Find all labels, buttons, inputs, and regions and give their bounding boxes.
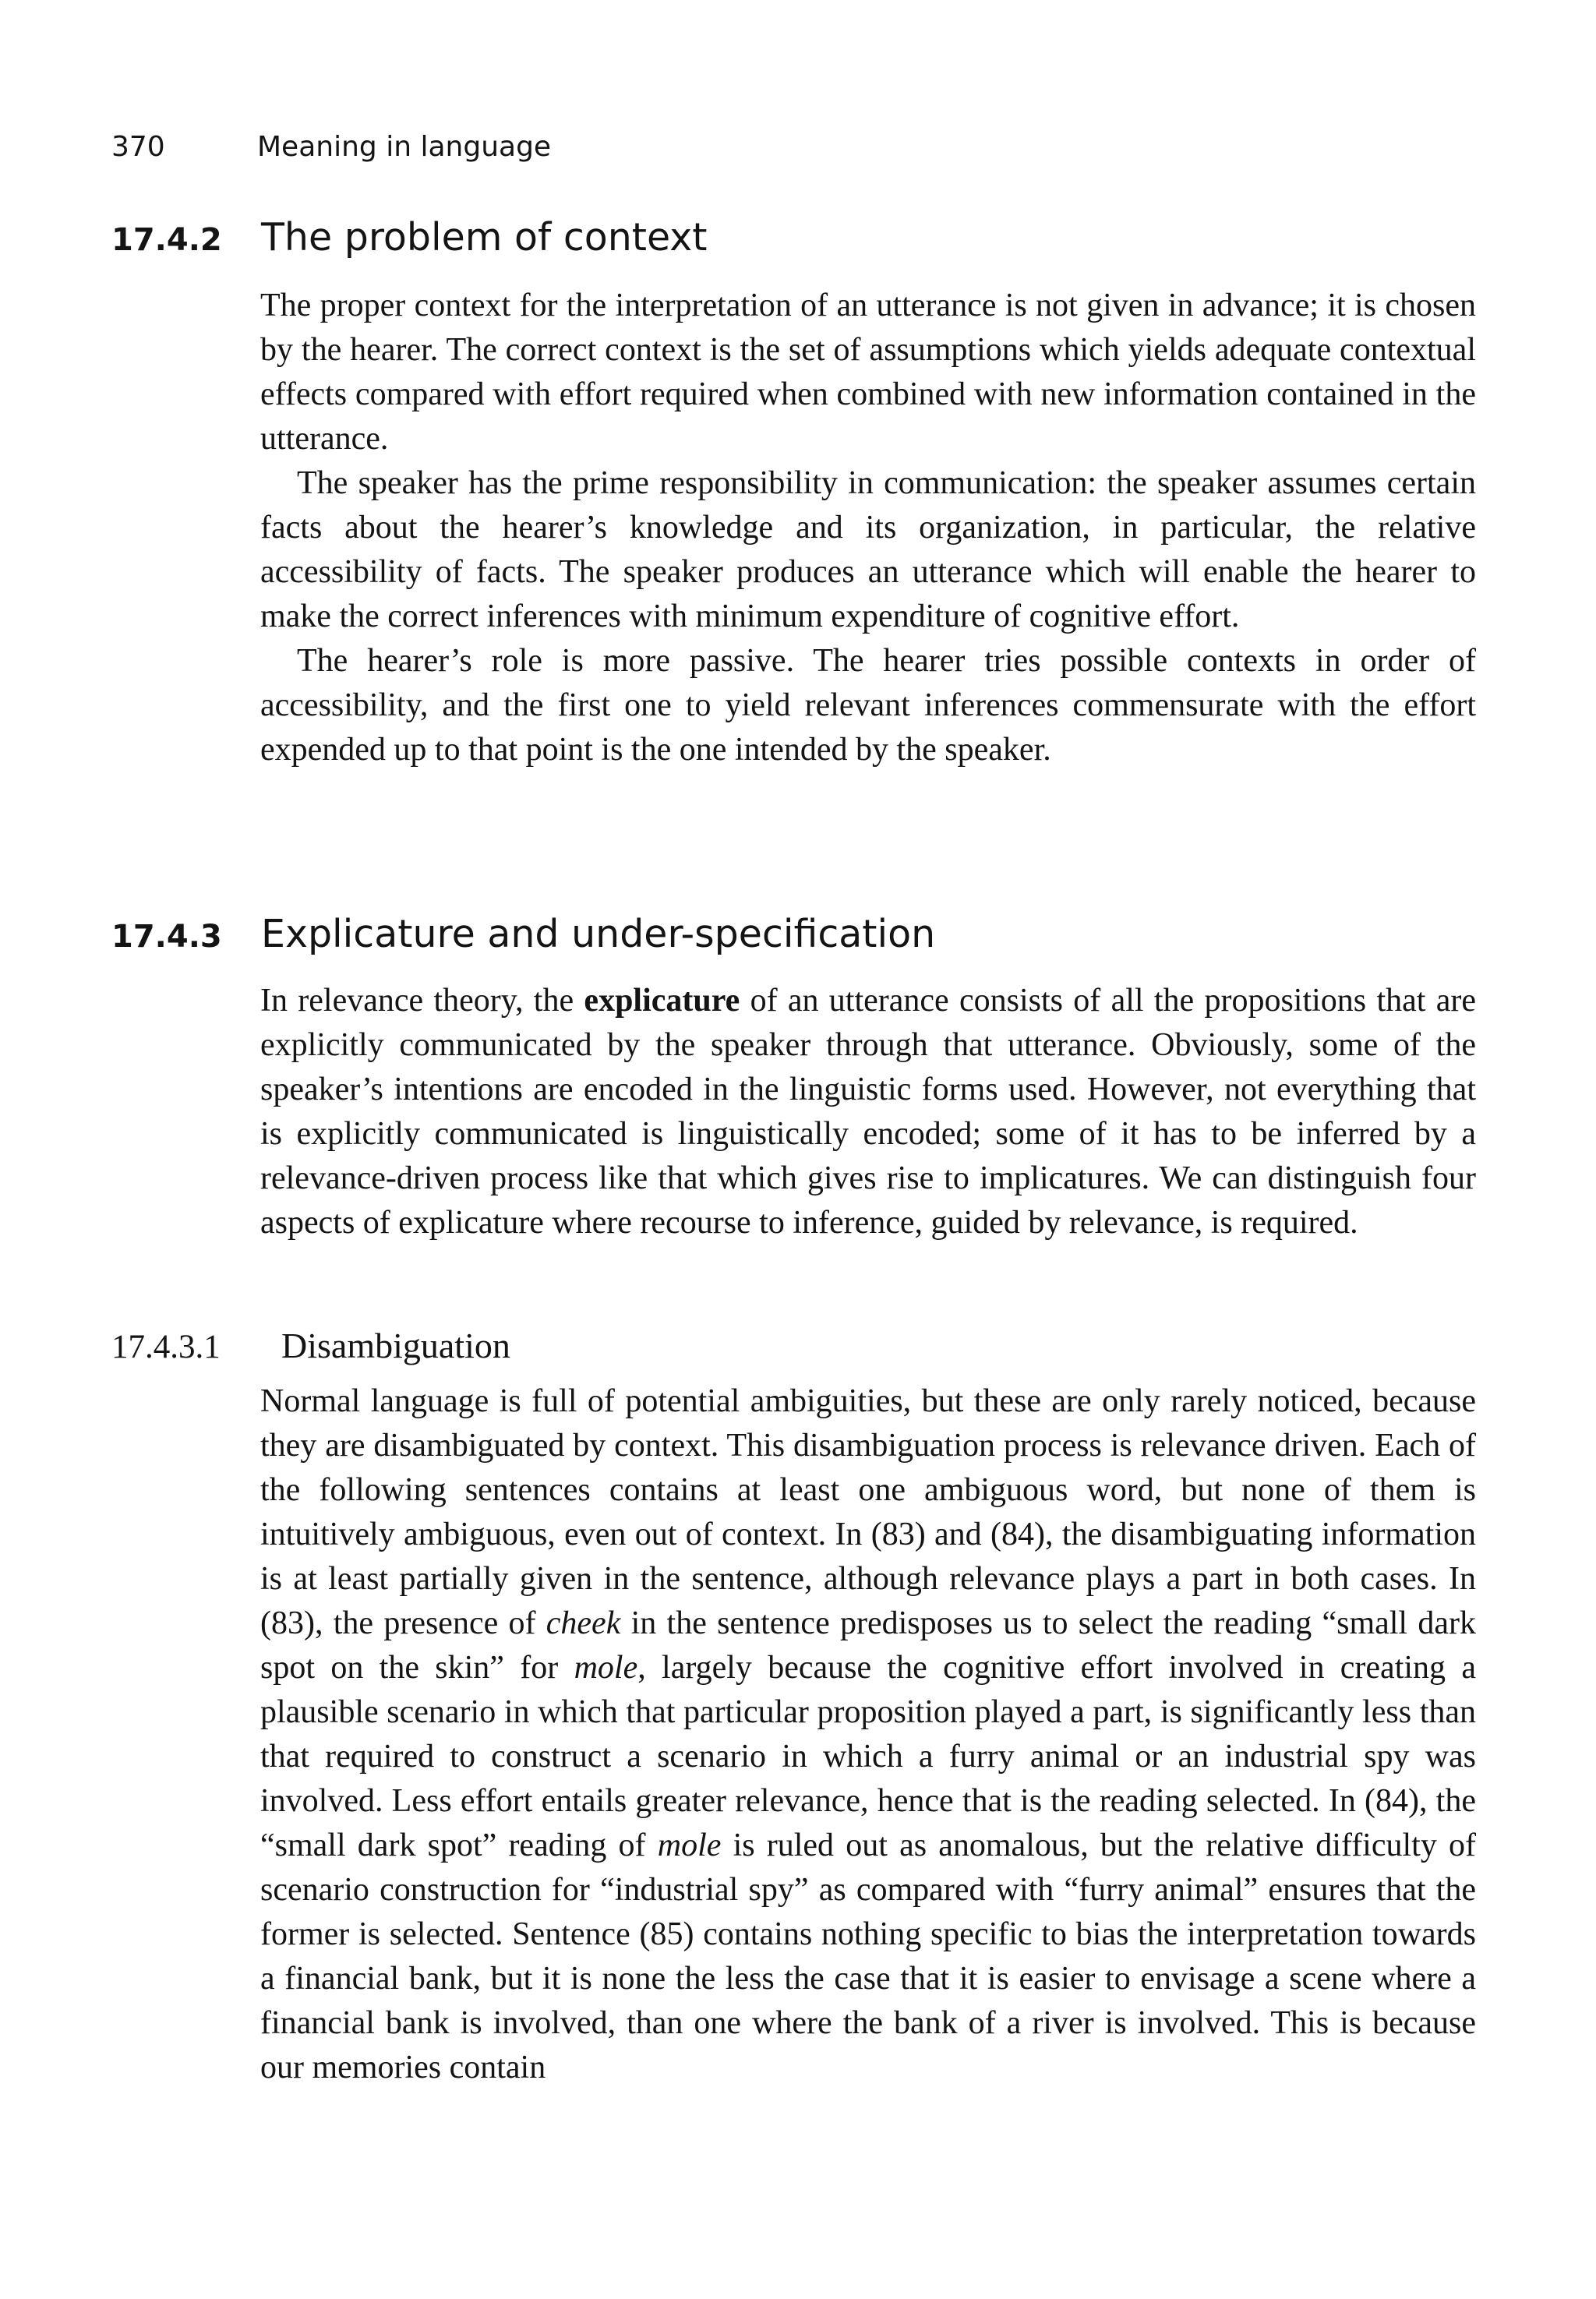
running-head [111, 131, 551, 163]
page-number: 370 [111, 131, 165, 163]
section-title: The problem of context [261, 215, 708, 260]
section-heading-17-4-2 [111, 215, 708, 260]
section-title: Explicature and under-specification [261, 912, 936, 956]
paragraph: The speaker has the prime responsibility in communication: the speaker assumes certain facts about the hearer’s knowledge and its organization, in particular, the relative accessibility of facts. The speaker produces an utterance which will enable the hearer to make the correct inferences with minimum expenditure of cognitive effort. [260, 465, 1476, 634]
paragraph [260, 1379, 1476, 2090]
section-heading-17-4-3 [111, 912, 935, 956]
paragraph [260, 979, 1476, 1245]
key-term-explicature: explicature [584, 983, 740, 1019]
text-run: Normal language is full of potential ambiguities, but these are only rarely noticed, because they are disambiguated by context. This disambiguation process is relevance driven. Each of the following sentences contains at least one ambiguous word, but none of them is intuitively ambiguous, even out of context. In (83) and (84), the disambiguating information is at least partially given in the sentence, although relevance plays a part in both cases. In (83), the presence of [260, 1383, 1476, 1641]
section-heading-17-4-3-1 [111, 1325, 510, 1366]
text-run: In relevance theory, the [260, 983, 584, 1019]
italic-term-mole: mole [574, 1650, 638, 1686]
section-number: 17.4.3.1 [111, 1329, 221, 1365]
section-body-17-4-3-1 [260, 1379, 1476, 2090]
section-title: Disambiguation [281, 1326, 510, 1365]
section-body-17-4-2 [260, 284, 1476, 772]
italic-term-mole: mole [657, 1828, 722, 1863]
section-number: 17.4.3 [111, 919, 222, 955]
paragraph: The hearer’s role is more passive. The hearer tries possible contexts in order of accessibility, and the first one to yield relevant inferences commensurate with the effort expended up to that point is the one intended by the speaker. [260, 643, 1476, 768]
paragraph: The proper context for the interpretation of an utterance is not given in advance; it is chosen by the hearer. The correct context is the set of assumptions which yields adequate contextual effects compared with effort required when combined with new information contained in the utterance. [260, 288, 1476, 457]
text-run: is ruled out as anomalous, but the relative difficulty of scenario construction for “industrial spy” as compared with “furry animal” ensures that the former is selected. Sentence (85) contains nothing specific to bias the interpretation towards a financial bank, but it is none the less the case that it is easier to envisage a scene where a financial bank is involved, than one where the bank of a river is involved. This is because our memories contain [260, 1828, 1476, 2085]
text-run: of an utterance consists of all the propositions that are explicitly communicated by the speaker through that utterance. Obviously, some of the speaker’s intentions are encoded in the linguistic forms used. However, not everything that is explicitly communicated is linguistically encoded; some of it has to be inferred by a relevance-driven process like that which gives rise to implicatures. We can distinguish four aspects of explicature where recourse to inference, guided by relevance, is required. [260, 983, 1476, 1241]
section-number: 17.4.2 [111, 222, 222, 258]
section-body-17-4-3 [260, 979, 1476, 1245]
text-run: in the sentence predisposes us to select the reading “small dark spot on the skin” for [260, 1605, 1476, 1686]
italic-term-cheek: cheek [546, 1605, 621, 1641]
text-run: , largely because the cognitive effort involved in creating a plausible scenario in which that particular proposition played a part, is significantly less than that required to construct a scenario in which a furry animal or an industrial spy was involved. Less effort entails greater relevance, hence that is the reading selected. In (84), the “small dark spot” reading of [260, 1650, 1477, 1863]
running-title: Meaning in language [257, 131, 552, 163]
